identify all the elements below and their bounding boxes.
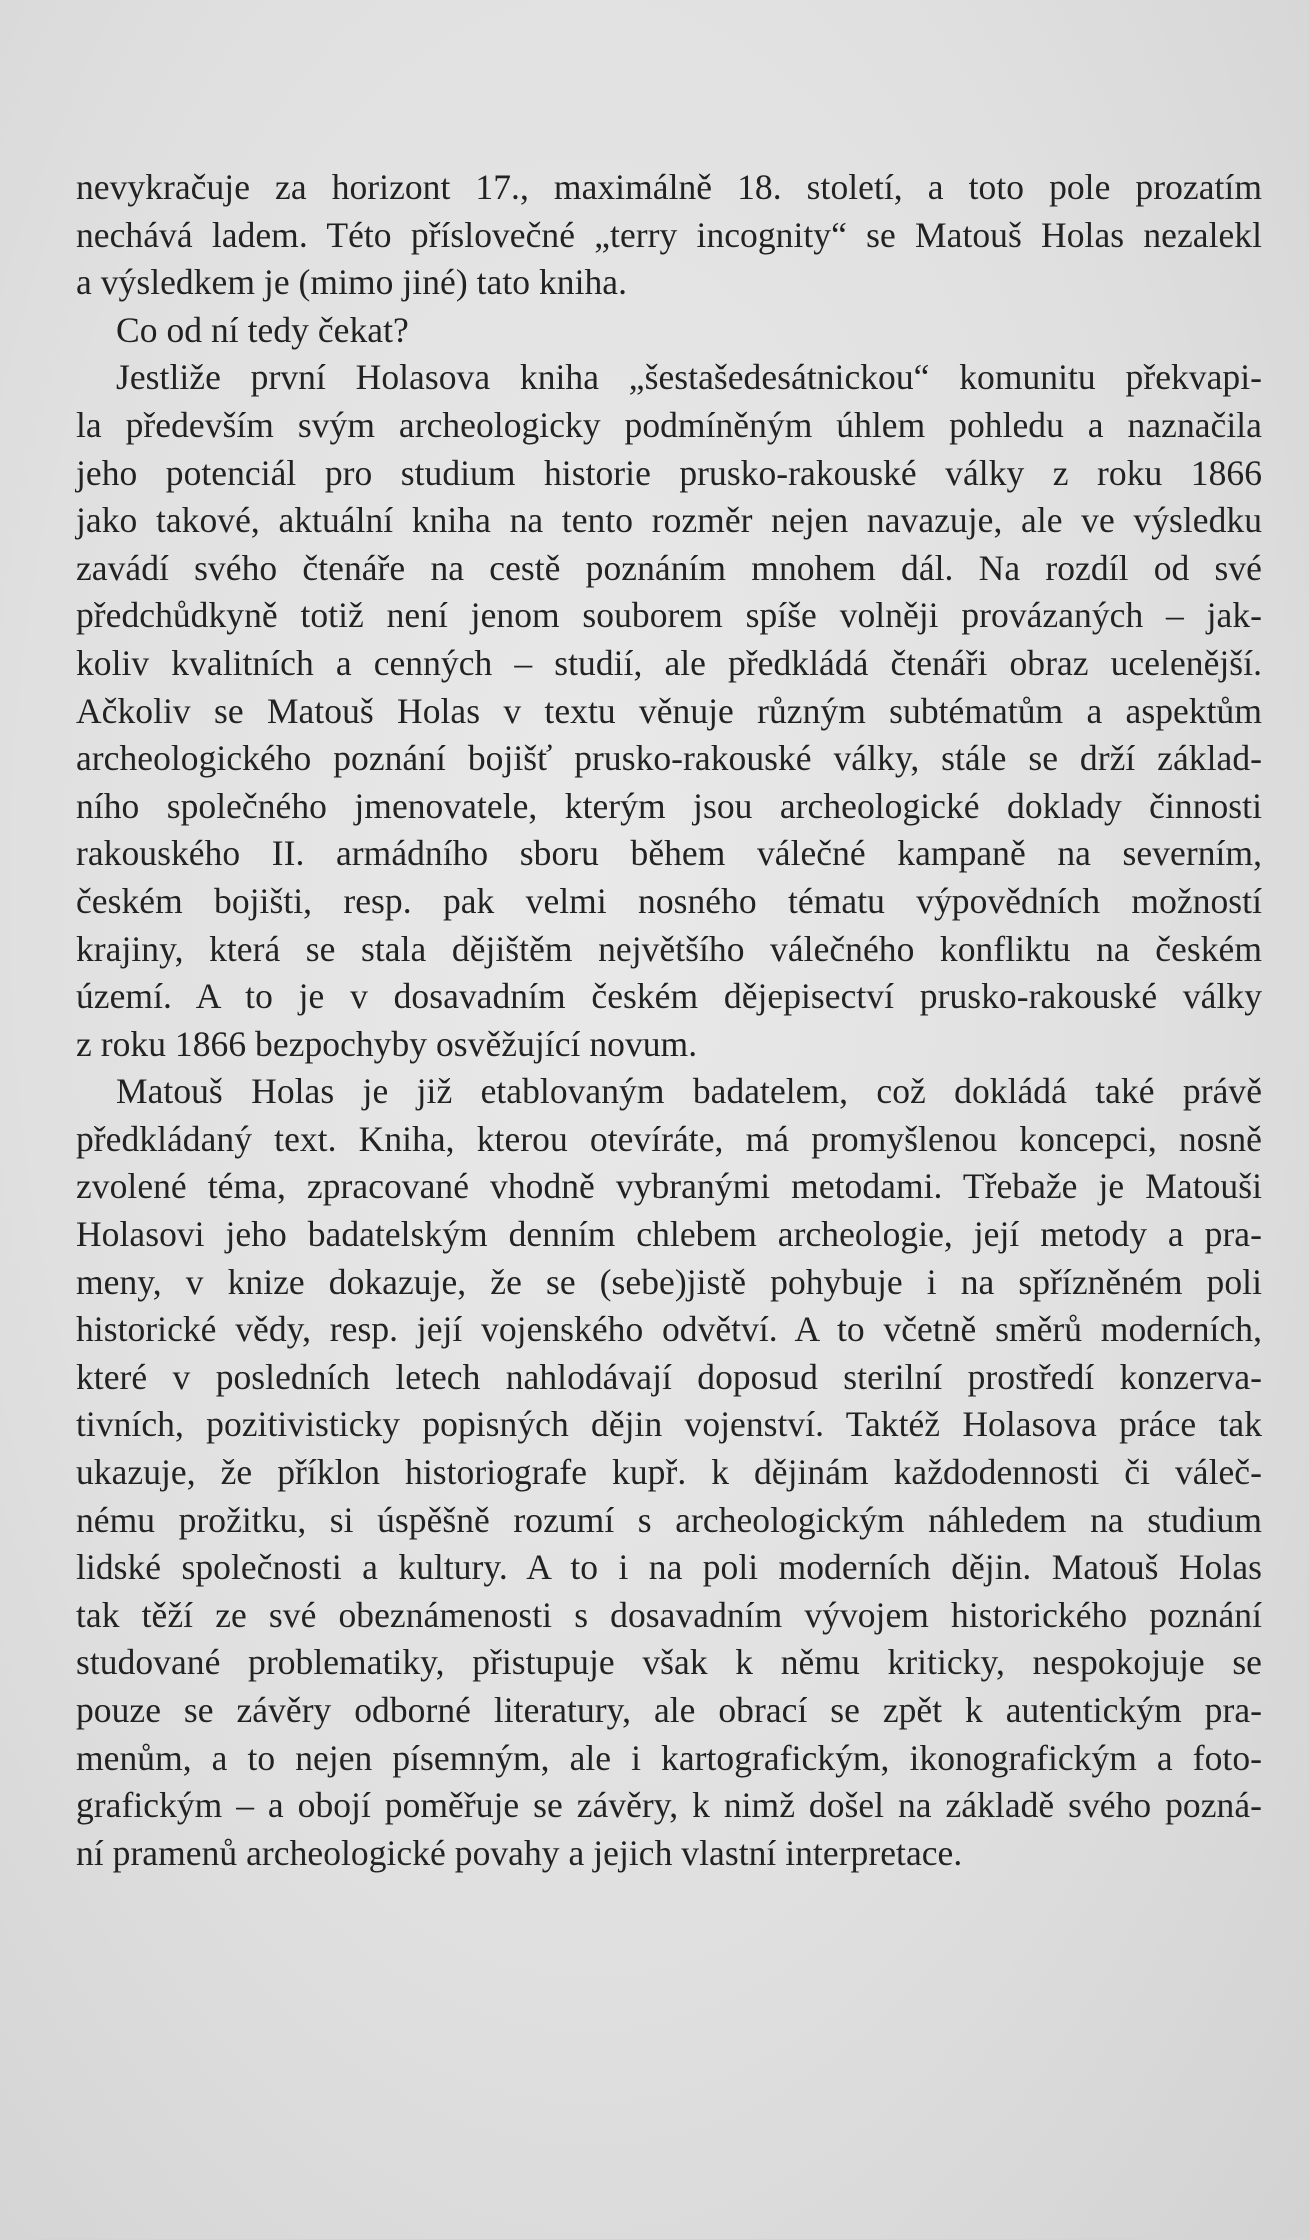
text-line: tak těží ze své obeznámenosti s dosavadním vývojem historického poznání (76, 1594, 1262, 1635)
text-line: jako takové, aktuální kniha na tento rozměr nejen navazuje, ale ve výsledku (76, 500, 1262, 541)
text-line: meny, v knize dokazuje, že se (sebe)jistě pohybuje i na spřízněném poli (76, 1261, 1262, 1302)
text-line: předchůdkyně totiž není jenom souborem spíše volněji provázaných – jak- (76, 595, 1262, 636)
text-line: nému prožitku, si úspěšně rozumí s archeologickým náhledem na studium (76, 1499, 1262, 1540)
text-line: ní pramenů archeologické povahy a jejich vlastní interpretace. (76, 1832, 963, 1873)
text-line: ukazuje, že příklon historiografe kupř. k dějinám každodennosti či váleč- (76, 1452, 1262, 1493)
text-line: pouze se závěry odborné literatury, ale obrací se zpět k autentickým pra- (76, 1690, 1262, 1730)
text-line: menům, a to nejen písemným, ale i kartografickým, ikonografickým a foto- (76, 1737, 1262, 1778)
text-line: Holasovi jeho badatelským denním chlebem archeologie, její metody a pra- (76, 1214, 1262, 1255)
text-line: koliv kvalitních a cenných – studií, ale předkládá čtenáři obraz ucelenější. (76, 642, 1262, 683)
text-line: které v posledních letech nahlodávají doposud sterilní prostředí konzerva- (76, 1356, 1262, 1397)
text-line: krajiny, která se stala dějištěm největšího válečného konfliktu na českém (76, 928, 1262, 969)
text-line: grafickým – a obojí poměřuje se závěry, k nimž došel na základě svého pozná- (76, 1785, 1262, 1826)
text-line: Co od ní tedy čekat? (116, 309, 409, 350)
text-line: českém bojišti, resp. pak velmi nosného tématu výpovědních možností (76, 880, 1262, 921)
body-text (76, 164, 1262, 1877)
text-line: Matouš Holas je již etablovaným badatelem, což dokládá také právě (116, 1071, 1262, 1112)
text-line: la především svým archeologicky podmíněným úhlem pohledu a naznačila (76, 404, 1262, 445)
text-line: zvolené téma, zpracované vhodně vybranými metodami. Třebaže je Matouši (76, 1166, 1262, 1207)
text-line: z roku 1866 bezpochyby osvěžující novum. (76, 1023, 698, 1064)
text-line: zavádí svého čtenáře na cestě poznáním mnohem dál. Na rozdíl od své (76, 547, 1262, 588)
text-line: archeologického poznání bojišť prusko-rakouské války, stále se drží základ- (76, 738, 1262, 779)
text-line: Jestliže první Holasova kniha „šestašedesátnickou“ komunitu překvapi- (116, 357, 1262, 398)
text-line: jeho potenciál pro studium historie prusko-rakouské války z roku 1866 (76, 452, 1262, 493)
text-line: nechává ladem. Této příslovečné „terry incognity“ se Matouš Holas nezalekl (76, 214, 1262, 255)
text-line: studované problematiky, přistupuje však k němu kriticky, nespokojuje se (76, 1642, 1262, 1683)
text-line: Ačkoliv se Matouš Holas v textu věnuje různým subtématům a aspektům (76, 690, 1262, 731)
text-line: lidské společnosti a kultury. A to i na poli moderních dějin. Matouš Holas (76, 1547, 1262, 1588)
text-line: předkládaný text. Kniha, kterou otevíráte, má promyšlenou koncepci, nosně (76, 1118, 1262, 1159)
text-line: území. A to je v dosavadním českém dějepisectví prusko-rakouské války (76, 976, 1262, 1017)
text-line: nevykračuje za horizont 17., maximálně 18. století, a toto pole prozatím (76, 167, 1262, 207)
text-line: ního společného jmenovatele, kterým jsou archeologické doklady činnosti (76, 785, 1262, 826)
text-line: a výsledkem je (mimo jiné) tato kniha. (76, 262, 628, 303)
text-line: tivních, pozitivisticky popisných dějin vojenství. Taktéž Holasova práce tak (76, 1404, 1262, 1445)
text-line: historické vědy, resp. její vojenského odvětví. A to včetně směrů moderních, (76, 1309, 1262, 1350)
text-line: rakouského II. armádního sboru během válečné kampaně na severním, (76, 833, 1262, 874)
